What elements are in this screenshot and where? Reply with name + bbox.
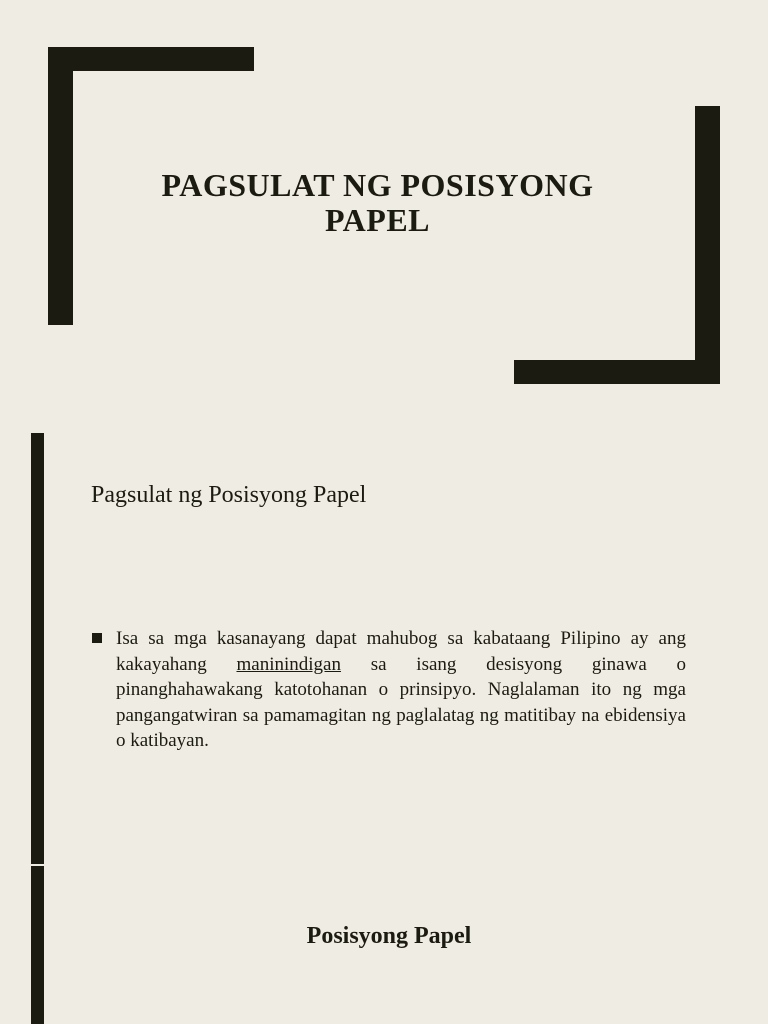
section-heading: Pagsulat ng Posisyong Papel — [91, 482, 367, 508]
frame-corner-bottom-right-vertical — [695, 106, 720, 384]
bullet-paragraph — [116, 626, 686, 754]
slide-title-line-2: PAPEL — [324, 202, 430, 238]
left-accent-rule — [31, 433, 44, 864]
next-slide-title: Posisyong Papel — [306, 923, 472, 949]
bullet-text-start: Isa sa mga kasanayang dapat mahubog sa kabataang Pilipino ay ang kakayahang — [116, 628, 686, 675]
slide-title-line-1: PAGSULAT NG POSISYONG — [161, 167, 594, 203]
left-accent-rule-lower — [31, 866, 44, 1024]
underlined-term: maninindigan — [236, 653, 341, 675]
frame-corner-top-left-vertical — [48, 47, 73, 325]
bullet-list-item — [92, 626, 686, 754]
square-bullet-icon — [92, 633, 102, 643]
slide-title — [100, 168, 655, 238]
frame-corner-bottom-right-horizontal — [514, 360, 720, 384]
frame-corner-top-left-horizontal — [48, 47, 254, 71]
bullet-text-end: sa isang desisyong ginawa o pinanghahawakang katotohanan o prinsipyo. Naglalaman ito ng mga pangangatwiran sa pamamagitan ng paglalatag ng matitibay na ebidensiya o katibayan. — [116, 653, 686, 751]
